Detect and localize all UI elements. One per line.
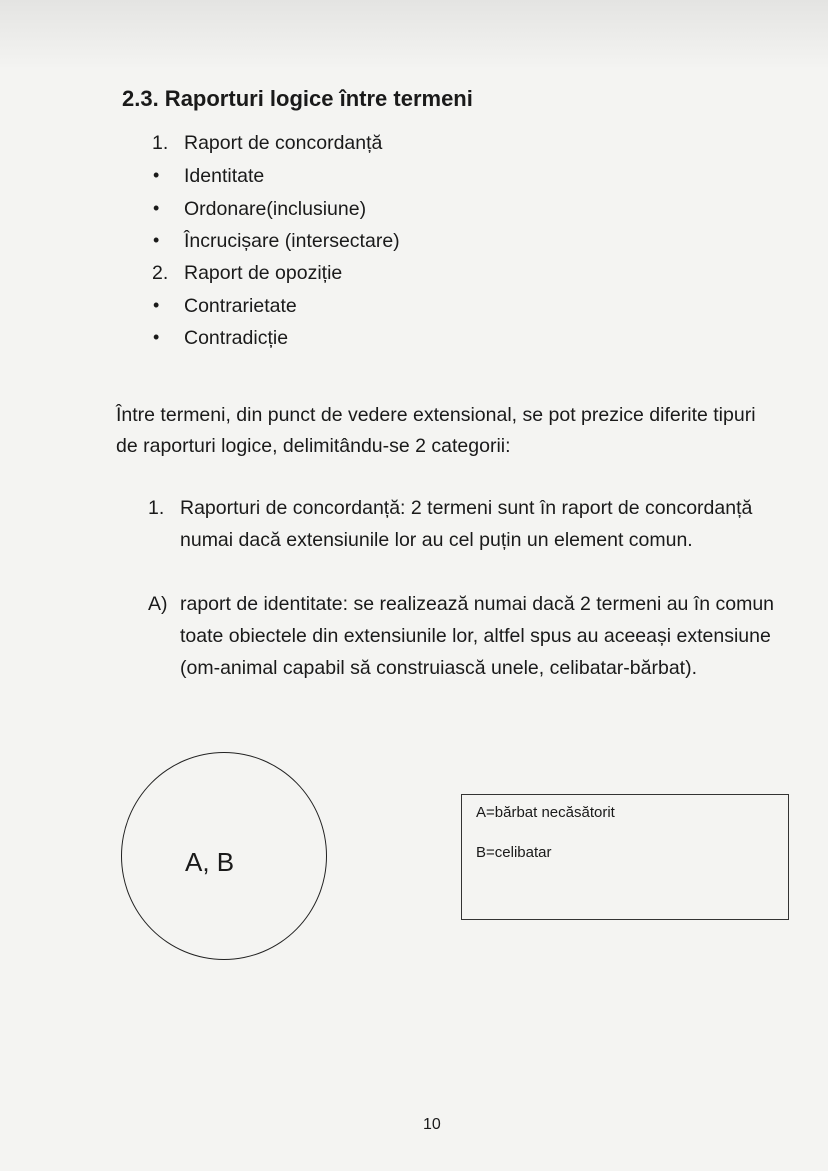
lettered-item xyxy=(148,588,780,684)
outline-text: Contradicție xyxy=(184,327,289,349)
page-number: 10 xyxy=(423,1116,441,1133)
bullet-icon: • xyxy=(153,327,160,347)
outline-text: Ordonare(inclusiune) xyxy=(184,198,367,220)
outline-text: Raport de concordanță xyxy=(184,132,383,154)
circle-label: A, B xyxy=(185,847,235,877)
bullet-icon: • xyxy=(153,165,160,185)
outline-text: Încrucișare (intersectare) xyxy=(184,230,400,252)
scan-shadow xyxy=(0,0,828,70)
outline-marker: 1. xyxy=(152,132,169,154)
intro-paragraph: Între termeni, din punct de vedere extensional, se pot prezice diferite tipuri de raporturi logice, delimitându-se 2 categorii: xyxy=(116,404,756,457)
item-marker: 1. xyxy=(148,497,165,519)
item-text: raport de identitate: se realizează numai dacă 2 termeni au în comun toate obiectele din extensiunile lor, altfel spus au aceeași extensiune (om-animal capabil să construiască unele, celibatar-bărbat). xyxy=(180,593,775,679)
bullet-icon: • xyxy=(153,295,160,315)
numbered-item xyxy=(148,492,780,556)
outline-marker: 2. xyxy=(152,262,169,284)
outline-text: Contrarietate xyxy=(184,295,297,317)
bullet-icon: • xyxy=(153,198,160,218)
outline-text: Identitate xyxy=(184,165,265,187)
outline-text: Raport de opoziție xyxy=(184,262,343,284)
legend-box xyxy=(461,794,789,920)
section-heading: 2.3. Raporturi logice între termeni xyxy=(122,86,473,111)
item-text: Raporturi de concordanță: 2 termeni sunt în raport de concordanță numai dacă extensiunile lor au cel puțin un element comun. xyxy=(180,497,753,551)
legend-item: B=celibatar xyxy=(476,844,552,861)
legend-item: A=bărbat necăsătorit xyxy=(476,804,615,821)
venn-circle xyxy=(121,752,327,960)
bullet-icon: • xyxy=(153,230,160,250)
item-marker: A) xyxy=(148,593,168,615)
